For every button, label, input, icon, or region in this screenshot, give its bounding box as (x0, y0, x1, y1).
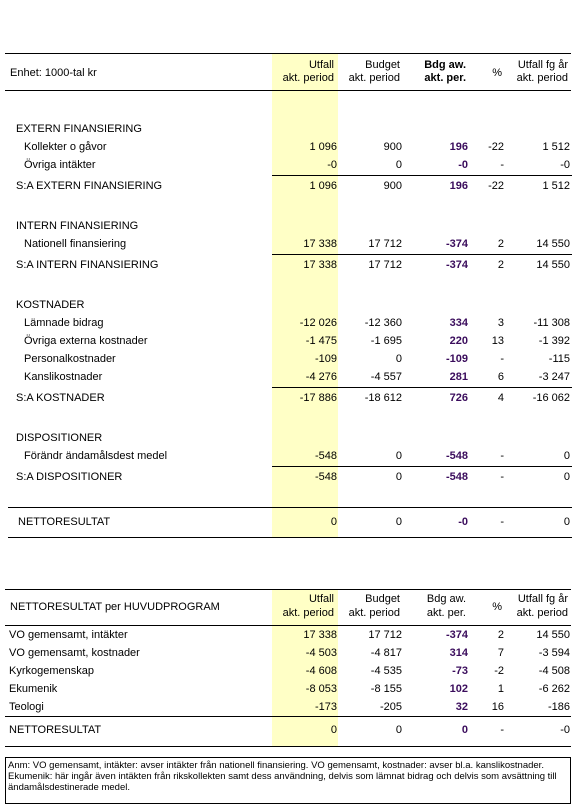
cell: -22 (488, 180, 504, 192)
cell: 17 338 (303, 238, 337, 250)
col-fg-line1: Utfall fg år (517, 59, 568, 71)
cell: -0 (560, 724, 570, 736)
col-utfall-line1: Utfall (308, 593, 334, 605)
rule (5, 90, 571, 91)
cell: KOSTNADER (16, 299, 85, 311)
col-pct: % (492, 601, 502, 613)
cell: -12 026 (299, 317, 337, 329)
cell: 2 (497, 629, 504, 641)
rule (8, 537, 572, 538)
cell: 6 (497, 371, 504, 383)
cell: Ekumenik (9, 683, 58, 695)
cell: NETTORESULTAT (9, 724, 102, 736)
cell: Nationell finansiering (24, 238, 127, 250)
cell: -3 594 (538, 647, 570, 659)
cell: 7 (497, 647, 504, 659)
cell: 0 (563, 471, 570, 483)
cell: 0 (395, 724, 402, 736)
cell: VO gemensamt, intäkter (9, 629, 128, 641)
unit-label: Enhet: 1000-tal kr (10, 67, 97, 79)
cell: -17 886 (299, 392, 337, 404)
cell: 0 (563, 450, 570, 462)
cell: 14 550 (536, 629, 570, 641)
cell: -8 155 (370, 683, 402, 695)
sum-row (0, 257, 574, 273)
cell: -4 503 (305, 647, 337, 659)
cell: 17 338 (303, 629, 337, 641)
cell: -4 535 (370, 665, 402, 677)
cell: -4 608 (305, 665, 337, 677)
cell: Övriga externa kostnader (24, 335, 148, 347)
cell: Kanslikostnader (24, 371, 103, 383)
cell: 1 (497, 683, 504, 695)
cell: 0 (395, 450, 402, 462)
cell: 14 550 (536, 238, 570, 250)
table-row (0, 627, 574, 643)
cell: -3 247 (538, 371, 570, 383)
cell: - (500, 471, 504, 483)
cell: 196 (449, 180, 468, 192)
cell: 0 (563, 516, 570, 528)
col-fg-line2: akt. period (516, 72, 568, 84)
cell: -22 (488, 141, 504, 153)
table-row (0, 645, 574, 661)
rule (272, 254, 572, 255)
cell: Lämnade bidrag (24, 317, 104, 329)
cell: -0 (458, 159, 468, 171)
cell: 2 (497, 259, 504, 271)
table-row (0, 663, 574, 679)
cell: - (500, 516, 504, 528)
cell: -4 557 (370, 371, 402, 383)
cell: S:A EXTERN FINANSIERING (16, 180, 163, 192)
col-budget-line2: akt. period (348, 607, 400, 619)
cell: -1 695 (370, 335, 402, 347)
cell: EXTERN FINANSIERING (16, 123, 142, 135)
cell: INTERN FINANSIERING (16, 220, 139, 232)
cell: 17 712 (368, 259, 402, 271)
cell: 13 (491, 335, 504, 347)
table-row (0, 157, 574, 173)
program-title: NETTORESULTAT per HUVUDPROGRAM (10, 601, 220, 613)
col-fg-line1: Utfall fg år (517, 593, 568, 605)
cell: 17 712 (368, 629, 402, 641)
cell: 3 (497, 317, 504, 329)
cell: -205 (379, 701, 402, 713)
cell: DISPOSITIONER (16, 432, 103, 444)
col-utfall-line2: akt. period (282, 607, 334, 619)
cell: 196 (449, 141, 468, 153)
cell: -548 (445, 450, 468, 462)
cell: -186 (547, 701, 570, 713)
cell: 0 (395, 516, 402, 528)
cell: -2 (494, 665, 504, 677)
table-row (0, 315, 574, 331)
cell: Personalkostnader (24, 353, 116, 365)
rule (5, 716, 571, 717)
cell: -1 392 (538, 335, 570, 347)
col-budget-line2: akt. period (348, 72, 400, 84)
col-budget-line1: Budget (365, 593, 400, 605)
cell: -4 508 (538, 665, 570, 677)
cell: 0 (461, 724, 468, 736)
col-pct: % (492, 67, 502, 79)
col-bdgavv-line1: Bdg aw. (424, 59, 466, 71)
table-row (0, 333, 574, 349)
table-row (0, 369, 574, 385)
cell: Kyrkogemenskap (9, 665, 94, 677)
cell: -548 (314, 450, 337, 462)
sum-row (0, 469, 574, 485)
cell: 900 (383, 180, 402, 192)
cell: -115 (548, 353, 570, 365)
col-bdgavv-line2: akt. per. (424, 72, 466, 84)
note-text: Anm: VO gemensamt, intäkter: avser intäkter från nationell finansiering. VO gemensamt, kostnader: avser bl.a. kanslikostnader. Ekumenik: här ingår även intäkten från rikskollekten samt dess användning, delvis som lämnat bidrag och delvis som avsättning till ändamålsdestinerade medel. (8, 760, 557, 793)
cell: 1 512 (542, 141, 570, 153)
cell: 726 (449, 392, 468, 404)
cell: VO gemensamt, kostnader (9, 647, 140, 659)
cell: - (500, 724, 504, 736)
col-bdgavv-line1: Bdg aw. (426, 593, 466, 605)
cell: 0 (330, 724, 337, 736)
cell: 334 (449, 317, 468, 329)
rule (272, 175, 572, 176)
cell: -4 817 (370, 647, 402, 659)
cell: S:A DISPOSITIONER (16, 471, 123, 483)
cell: S:A KOSTNADER (16, 392, 105, 404)
col-utfall-line2: akt. period (282, 72, 334, 84)
net-row (0, 514, 574, 530)
cell: 17 712 (368, 238, 402, 250)
section-title (0, 121, 574, 137)
cell: -548 (445, 471, 468, 483)
table-header-2 (0, 592, 574, 626)
cell: Kollekter o gåvor (24, 141, 107, 153)
rule (5, 746, 571, 747)
cell: 0 (395, 353, 402, 365)
section-title (0, 297, 574, 313)
rule (272, 466, 572, 467)
cell: -0 (327, 159, 337, 171)
net-row (0, 722, 574, 738)
cell: -11 308 (533, 317, 570, 329)
sum-row (0, 178, 574, 194)
cell: Övriga intäkter (24, 159, 96, 171)
col-bdgavv-line2: akt. per. (426, 607, 466, 619)
cell: 1 096 (309, 180, 337, 192)
cell: 0 (395, 471, 402, 483)
table-row (0, 699, 574, 715)
cell: -6 262 (538, 683, 570, 695)
table-row (0, 681, 574, 697)
cell: -173 (314, 701, 337, 713)
section-title (0, 430, 574, 446)
table-row (0, 351, 574, 367)
cell: 4 (497, 392, 504, 404)
cell: NETTORESULTAT (18, 516, 111, 528)
col-utfall-line1: Utfall (308, 59, 334, 71)
cell: 314 (449, 647, 468, 659)
rule (272, 387, 572, 388)
cell: 281 (449, 371, 468, 383)
cell: 2 (497, 238, 504, 250)
cell: 16 (491, 701, 504, 713)
table-row (0, 139, 574, 155)
cell: -0 (560, 159, 570, 171)
cell: Teologi (9, 701, 44, 713)
rule (5, 53, 571, 54)
col-fg-line2: akt. period (516, 607, 568, 619)
rule (5, 625, 571, 626)
rule (8, 507, 572, 508)
cell: 17 338 (303, 259, 337, 271)
cell: -548 (314, 471, 337, 483)
cell: -12 360 (364, 317, 402, 329)
cell: 900 (383, 141, 402, 153)
cell: -73 (452, 665, 468, 677)
cell: 14 550 (536, 259, 570, 271)
cell: 32 (455, 701, 468, 713)
section-title (0, 218, 574, 234)
sum-row (0, 390, 574, 406)
cell: -4 276 (305, 371, 337, 383)
cell: 1 512 (542, 180, 570, 192)
cell: -0 (458, 516, 468, 528)
cell: S:A INTERN FINANSIERING (16, 259, 159, 271)
cell: -374 (445, 238, 468, 250)
col-budget-line1: Budget (365, 59, 400, 71)
table-header (0, 56, 574, 90)
cell: - (500, 159, 504, 171)
cell: -109 (445, 353, 468, 365)
cell: -18 612 (364, 392, 402, 404)
cell: 1 096 (309, 141, 337, 153)
cell: 220 (449, 335, 468, 347)
cell: - (500, 353, 504, 365)
table-row (0, 236, 574, 252)
cell: Förändr ändamålsdest medel (24, 450, 168, 462)
cell: -16 062 (532, 392, 570, 404)
cell: 102 (449, 683, 468, 695)
table-row (0, 448, 574, 464)
rule (5, 589, 571, 590)
cell: -374 (445, 629, 468, 641)
cell: -8 053 (305, 683, 337, 695)
cell: -1 475 (305, 335, 337, 347)
cell: 0 (395, 159, 402, 171)
cell: -109 (314, 353, 337, 365)
cell: -374 (445, 259, 468, 271)
cell: 0 (330, 516, 337, 528)
cell: - (500, 450, 504, 462)
